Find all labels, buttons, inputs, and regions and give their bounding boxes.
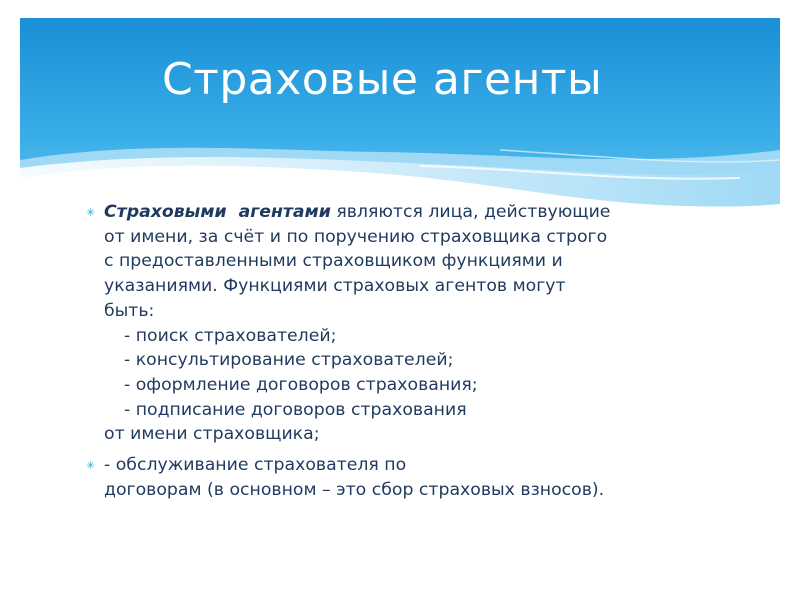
bullet-client-service bbox=[86, 453, 746, 502]
bullet-star-icon: ✳ bbox=[86, 206, 96, 219]
bullet-2-line-1: - обслуживание страхователя по bbox=[104, 455, 407, 476]
slide-content bbox=[86, 200, 746, 502]
bullet-1-tail: от имени страховщика; bbox=[104, 424, 320, 445]
bullet-star-icon: ✳ bbox=[86, 459, 96, 473]
sub-item-contracts-drafting: - оформление договоров страхования; bbox=[124, 374, 478, 395]
bullet-1-line-2: от имени, за счёт и по поручению страховщика строго bbox=[104, 226, 608, 247]
bullet-1-line-1 bbox=[104, 200, 746, 225]
term-insurance-agents: Страховыми агентами bbox=[104, 202, 331, 222]
sub-item-consulting: - консультирование страхователей; bbox=[124, 350, 454, 371]
sub-item-find-clients: - поиск страхователей; bbox=[124, 325, 337, 346]
bullet-2-line-2: договорам (в основном – это сбор страховых взносов). bbox=[104, 479, 605, 500]
bullet-1-line-4: указаниями. Функциями страховых агентов могут bbox=[104, 276, 566, 297]
header-background bbox=[0, 0, 800, 220]
sub-item-contracts-signing: - подписание договоров страхования bbox=[124, 399, 467, 420]
bullet-1-line-5: быть: bbox=[104, 300, 155, 321]
bullet-1-line-3: с предоставленными страховщиком функциями и bbox=[104, 251, 563, 272]
slide-title: Страховые агенты bbox=[162, 54, 603, 105]
bullet-1-line-1-text: являются лица, действующие bbox=[330, 202, 611, 222]
bullet-agents-definition bbox=[86, 200, 746, 447]
